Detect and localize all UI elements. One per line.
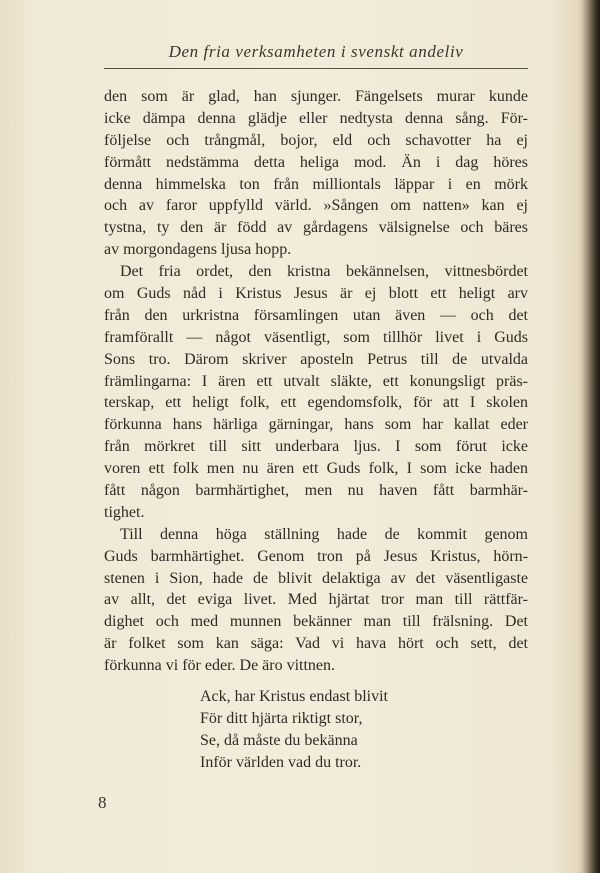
page-edge-shadow <box>578 0 600 873</box>
running-header: Den fria verksamheten i svenskt andeliv <box>168 42 464 61</box>
text-line: Guds barmhärtighet. Genom tron på Jesus Kristus, hörn- <box>104 547 528 565</box>
text-line: följelse och trångmål, bojor, eld och schavotter ha ej <box>104 131 528 149</box>
text-line: förkunna vi för eder. De äro vittnen. <box>104 657 336 675</box>
poem-line: Se, då måste du bekänna <box>200 732 358 749</box>
text-line: är folket som kan säga: Vad vi hava hört och sett, det <box>104 635 528 653</box>
poem-line: För ditt hjärta riktigt stor, <box>200 710 363 727</box>
poem-line: Ack, har Kristus endast blivit <box>200 688 388 705</box>
text-line: från den urkristna församlingen utan även — och det <box>104 306 528 324</box>
text-line: Sons tro. Därom skriver aposteln Petrus till de utvalda <box>104 350 528 368</box>
poem-line: Inför världen vad du tror. <box>200 754 362 771</box>
text-line: framförallt — något väsentligt, som tillhör livet i Guds <box>104 328 528 346</box>
text-line: terskap, ett heligt folk, ett egendomsfolk, för att I skolen <box>104 394 528 412</box>
text-line: tystna, ty den är född av gårdagens välsignelse och bäres <box>104 219 528 237</box>
text-line: om Guds nåd i Kristus Jesus är ej blott ett heligt arv <box>104 285 528 303</box>
text-line: Det fria ordet, den kristna bekännelsen, vittnesbördet <box>120 263 528 281</box>
text-line: från mörkret till sitt underbara ljus. I som förut icke <box>104 438 528 456</box>
text-line: voren ett folk men nu ären ett Guds folk, I som icke haden <box>104 460 528 478</box>
text-line: Till denna höga ställning hade de kommit genom <box>120 525 528 543</box>
text-line: den som är glad, han sjunger. Fängelsets murar kunde <box>104 88 528 105</box>
text-line: och av faror uppfylld värld. »Sången om natten» kan ej <box>104 197 528 215</box>
text-line: tighet. <box>104 503 145 521</box>
text-line: stenen i Sion, hade de blivit delaktiga av det väsentligaste <box>104 569 528 587</box>
page-number: 8 <box>98 793 107 812</box>
header-rule <box>104 68 528 69</box>
text-line: icke dämpa denna glädje eller nedtysta denna sång. För- <box>104 109 528 127</box>
text-line: denna himmelska ton från milliontals läppar i en mörk <box>104 175 528 193</box>
text-line: fått någon barmhärtighet, men nu haven fått barmhär- <box>104 482 528 500</box>
text-line: främlingarna: I ären ett utvalt släkte, ett konungsligt präs- <box>104 372 528 390</box>
text-line: av allt, det eviga livet. Med hjärtat tror man till rättfär- <box>104 591 528 609</box>
text-line: dighet och med munnen bekänner man till frälsning. Det <box>104 613 528 631</box>
text-line: av morgondagens ljusa hopp. <box>104 241 292 259</box>
body-text <box>104 86 528 677</box>
text-line: förkunna hans härliga gärningar, hans som har kallat eder <box>104 416 528 434</box>
text-line: förmått nedstämma detta heliga mod. Än i dag höres <box>104 153 528 171</box>
poem-stanza <box>200 686 500 774</box>
